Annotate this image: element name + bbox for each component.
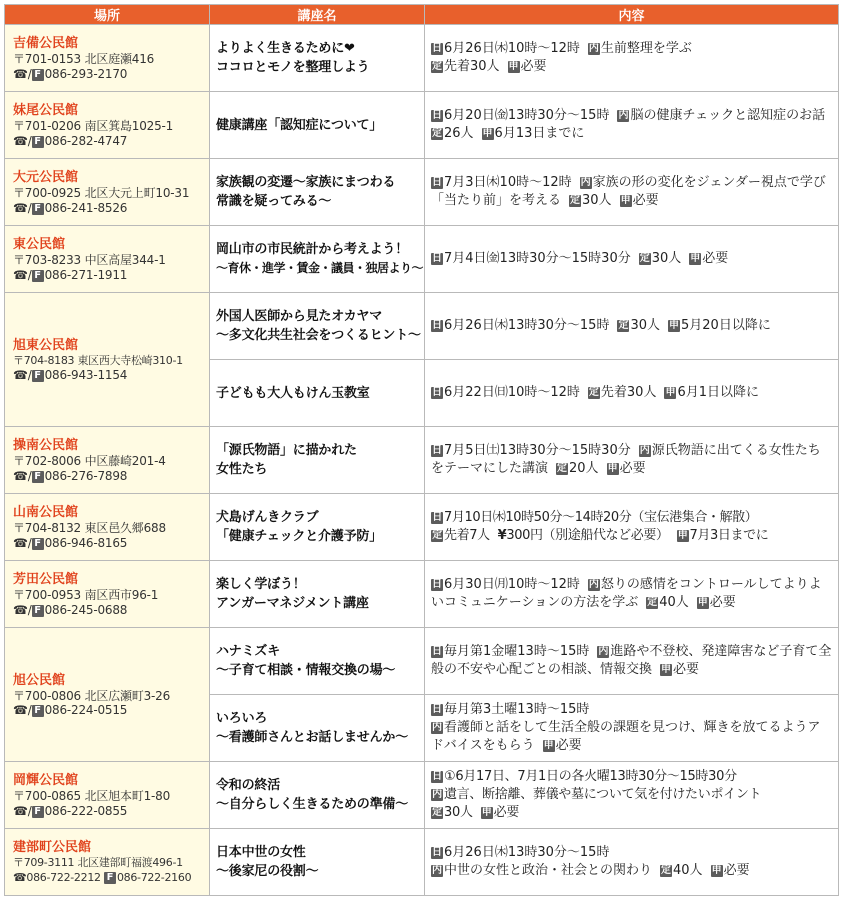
- venue-address: 〒701-0206 南区箕島1025-1: [13, 119, 174, 133]
- content-cell: [425, 494, 839, 561]
- venue-phone-line: ☎/ F 086-946-8165: [13, 535, 128, 550]
- table-row: [5, 762, 839, 829]
- content-tag-icon: 内: [588, 43, 599, 54]
- venue-cell: [5, 226, 210, 293]
- event-date: 6月26日㈭13時30分～15時: [444, 318, 610, 333]
- venue-cell: [5, 25, 210, 92]
- event-date: 7月4日㈮13時30分～15時30分: [444, 251, 631, 266]
- venue-phone: 086-241-8526: [44, 200, 128, 215]
- date-tag-icon: 日: [432, 253, 442, 264]
- phone-icon: ☎: [13, 602, 28, 617]
- event-date: 6月20日㈮13時30分～15時: [444, 108, 610, 123]
- capacity-tag-icon: 定: [647, 597, 658, 608]
- event-date: 6月22日㈰10時～12時: [444, 385, 580, 400]
- venue-name: 建部町公民館: [13, 840, 92, 855]
- course-title-line: ハナミズキ: [216, 644, 281, 659]
- course-title-line: 常識を疑ってみる～: [216, 194, 332, 209]
- venue-cell: [5, 494, 210, 561]
- course-title-line: いろいろ: [216, 711, 268, 726]
- course-cell: [210, 159, 425, 226]
- venue-cell: [5, 427, 210, 494]
- table-row: [5, 494, 839, 561]
- venue-name: 妹尾公民館: [13, 103, 79, 118]
- course-table: [4, 4, 839, 896]
- capacity-tag-icon: 定: [588, 387, 599, 398]
- venue-name: 旭公民館: [13, 672, 66, 688]
- apply-tag-icon: 申: [690, 253, 701, 264]
- event-content: 遺言、断捨離、葬儀や墓について気を付けたいポイント: [444, 787, 762, 802]
- event-capacity: 30人: [582, 193, 612, 208]
- venue-name: 岡輝公民館: [13, 773, 79, 788]
- table-row: [5, 92, 839, 159]
- phone-icon: ☎: [13, 66, 28, 81]
- venue-cell: [5, 293, 210, 427]
- course-title-line: 日本中世の女性: [216, 845, 306, 860]
- header-content: 内容: [425, 5, 839, 25]
- venue-cell: [5, 92, 210, 159]
- venue-phone-line: ☎/ F 086-222-0855: [13, 803, 128, 818]
- fax-icon: F: [104, 872, 116, 884]
- event-content: 生前整理を学ぶ: [600, 41, 692, 56]
- capacity-tag-icon: 定: [432, 61, 442, 72]
- venue-address: 〒700-0865 北区旭本町1-80: [13, 789, 171, 803]
- course-title-line: 家族観の変遷～家族にまつわる: [216, 175, 396, 190]
- course-title-line: ～子育て相談・情報交換の場～: [216, 663, 396, 678]
- event-date: 6月26日㈭13時30分～15時: [444, 845, 610, 860]
- content-cell: [425, 226, 839, 293]
- apply-tag-icon: 申: [669, 320, 679, 331]
- venue-address: 〒703-8233 中区高屋344-1: [13, 253, 166, 267]
- apply-tag-icon: 申: [481, 807, 492, 818]
- header-row: [5, 5, 839, 25]
- venue-address: 〒700-0953 南区西市96-1: [13, 588, 159, 602]
- event-apply: 必要: [520, 59, 547, 74]
- date-tag-icon: 日: [432, 512, 442, 523]
- event-capacity: 先着30人: [600, 385, 657, 400]
- phone-icon: ☎: [13, 368, 28, 382]
- content-cell: [425, 92, 839, 159]
- apply-tag-icon: 申: [607, 463, 618, 474]
- venue-phone-line: ☎/ F 086-245-0688: [13, 602, 128, 617]
- venue-address: 〒709-3111 北区建部町福渡496-1: [13, 856, 183, 869]
- course-title-line: 犬島げんきクラブ: [216, 510, 319, 525]
- venue-cell: [5, 829, 210, 896]
- event-content: 中世の女性と政治・社会との関わり: [444, 863, 653, 878]
- venue-phone-line: ☎/ F 086-282-4747: [13, 133, 128, 148]
- content-cell: [425, 360, 839, 427]
- apply-tag-icon: 申: [543, 740, 554, 751]
- event-capacity: 26人: [444, 126, 474, 141]
- venue-address: 〒702-8006 中区藤崎201-4: [13, 454, 166, 468]
- course-cell: [210, 92, 425, 159]
- capacity-tag-icon: 定: [432, 530, 442, 541]
- venue-name: 大元公民館: [13, 170, 79, 185]
- course-title-line: 子どもも大人もけん玉教室: [216, 385, 370, 401]
- content-cell: [425, 695, 839, 762]
- phone-icon: ☎: [13, 267, 28, 282]
- event-capacity: 30人: [630, 318, 660, 333]
- venue-name: 東公民館: [13, 237, 66, 252]
- apply-tag-icon: 申: [677, 530, 688, 541]
- course-cell: [210, 695, 425, 762]
- apply-tag-icon: 申: [482, 128, 493, 139]
- event-date: 7月5日㈯13時30分～15時30分: [444, 443, 631, 458]
- date-tag-icon: 日: [432, 320, 442, 331]
- capacity-tag-icon: 定: [618, 320, 629, 331]
- course-title-line: 令和の終活: [216, 778, 281, 793]
- content-cell: [425, 293, 839, 360]
- event-content: 看護師と話をして生活全般の課題を見つけ、輝きを放てるようアドバイスをもらう: [431, 720, 821, 753]
- capacity-tag-icon: 定: [639, 253, 650, 264]
- event-apply: 必要: [555, 738, 582, 753]
- event-capacity: 30人: [444, 805, 473, 820]
- event-date: 6月30日㈪10時～12時: [444, 577, 580, 592]
- course-title-line: 外国人医師から見たオカヤマ: [216, 309, 383, 324]
- event-capacity: 40人: [673, 863, 703, 878]
- fax-icon: F: [32, 69, 44, 81]
- event-capacity: 20人: [569, 461, 599, 476]
- event-capacity: 40人: [659, 595, 689, 610]
- event-capacity: 30人: [651, 251, 682, 266]
- apply-tag-icon: 申: [665, 387, 676, 398]
- course-cell: [210, 25, 425, 92]
- apply-tag-icon: 申: [711, 865, 722, 876]
- event-apply: 必要: [632, 193, 659, 208]
- table-row: [5, 25, 839, 92]
- venue-name: 旭東公民館: [13, 337, 79, 353]
- apply-tag-icon: 申: [661, 664, 672, 675]
- course-cell: [210, 427, 425, 494]
- venue-cell: [5, 159, 210, 226]
- content-cell: [425, 561, 839, 628]
- fax-icon: F: [32, 270, 44, 282]
- course-title-line: ～看護師さんとお話しませんか～: [216, 730, 409, 745]
- course-title-line: アンガーマネジメント講座: [216, 596, 369, 611]
- table-row: [5, 226, 839, 293]
- venue-phone: 086-946-8165: [44, 535, 128, 550]
- event-date: ①6月17日、7月1日の各火曜13時30分～15時30分: [444, 769, 737, 784]
- course-title-line: 女性たち: [216, 462, 268, 477]
- event-capacity: 先着30人: [444, 59, 500, 74]
- event-apply: 7月3日までに: [689, 528, 769, 543]
- venue-phone: 086-222-0855: [44, 803, 128, 818]
- date-tag-icon: 日: [432, 387, 442, 398]
- course-cell: [210, 293, 425, 360]
- course-cell: [210, 561, 425, 628]
- venue-phone-line: ☎/ F 086-224-0515: [13, 703, 128, 717]
- date-tag-icon: 日: [432, 704, 442, 715]
- phone-icon: ☎: [13, 870, 27, 884]
- content-tag-icon: 内: [588, 579, 599, 590]
- venue-cell: [5, 561, 210, 628]
- fax-icon: F: [32, 136, 44, 148]
- apply-tag-icon: 申: [620, 195, 631, 206]
- event-apply: 6月1日以降に: [677, 385, 759, 400]
- venue-phone: 086-224-0515: [44, 703, 128, 717]
- header-venue: 場所: [5, 5, 210, 25]
- fax-icon: F: [32, 806, 44, 818]
- course-title-line: 「源氏物語」に描かれた: [216, 443, 357, 458]
- content-tag-icon: 内: [639, 445, 650, 456]
- venue-name: 吉備公民館: [13, 36, 79, 51]
- venue-cell: [5, 628, 210, 762]
- table-row: [5, 293, 839, 360]
- content-cell: [425, 25, 839, 92]
- date-tag-icon: 日: [432, 177, 442, 188]
- course-title-line: 岡山市の市民統計から考えよう！: [216, 242, 409, 257]
- content-cell: [425, 829, 839, 896]
- capacity-tag-icon: 定: [570, 195, 581, 206]
- capacity-tag-icon: 定: [432, 807, 442, 818]
- venue-phone: 086-293-2170: [44, 66, 128, 81]
- date-tag-icon: 日: [432, 110, 442, 121]
- content-cell: [425, 762, 839, 829]
- venue-address: 〒700-0925 北区大元上町10-31: [13, 186, 190, 200]
- venue-phone-line: [13, 871, 205, 886]
- venue-phone: 086-282-4747: [44, 133, 128, 148]
- phone-icon: ☎: [13, 468, 28, 483]
- event-content: 進路や不登校、発達障害など子育て全般の不安や心配ごとの相談、情報交換: [431, 644, 832, 677]
- date-tag-icon: 日: [432, 646, 442, 657]
- venue-phone: 086-943-1154: [44, 368, 128, 382]
- date-tag-icon: 日: [432, 445, 442, 456]
- course-cell: [210, 829, 425, 896]
- venue-address: 〒701-0153 北区庭瀬416: [13, 52, 155, 66]
- date-tag-icon: 日: [432, 43, 442, 54]
- course-cell: [210, 762, 425, 829]
- venue-phone-line: ☎/ F 086-241-8526: [13, 200, 128, 215]
- course-title-line: ～後家尼の役割～: [216, 864, 319, 879]
- venue-phone-line: ☎/ F 086-271-1911: [13, 267, 128, 282]
- event-date: 6月26日㈭10時～12時: [444, 41, 580, 56]
- phone-icon: ☎: [13, 803, 28, 818]
- venue-name: 操南公民館: [13, 438, 79, 453]
- event-date: 毎月第3土曜13時～15時: [444, 702, 590, 717]
- event-apply: 5月20日以降に: [681, 318, 771, 333]
- event-content: 怒りの感情をコントロールしてよりよいコミュニケーションの方法を学ぶ: [431, 577, 822, 610]
- content-tag-icon: 内: [432, 789, 442, 800]
- event-content: 家族の形の変化をジェンダー視点で学び「当たり前」を考える: [431, 175, 826, 208]
- venue-address: 〒700-0806 北区広瀬町3-26: [13, 688, 171, 703]
- venue-phone: 086-245-0688: [44, 602, 128, 617]
- venue-fax: 086-722-2160: [116, 870, 192, 884]
- capacity-tag-icon: 定: [432, 128, 442, 139]
- fax-icon: F: [32, 538, 44, 550]
- content-cell: [425, 628, 839, 695]
- event-date: 7月10日㈭10時50分～14時20分（宝伝港集合・解散）: [444, 510, 758, 525]
- header-course: 講座名: [210, 5, 425, 25]
- table-row: [5, 561, 839, 628]
- content-cell: [425, 159, 839, 226]
- course-title-line: よりよく生きるために❤: [216, 41, 355, 56]
- venue-phone-line: ☎/ F 086-943-1154: [13, 368, 128, 382]
- course-title-line: 「健康チェックと介護予防」: [216, 529, 383, 544]
- event-apply: 必要: [702, 251, 729, 266]
- fax-icon: F: [32, 370, 44, 382]
- course-cell: [210, 360, 425, 427]
- event-content: 脳の健康チェックと認知症のお話: [630, 108, 826, 123]
- date-tag-icon: 日: [432, 771, 442, 782]
- venue-name: 山南公民館: [13, 505, 79, 520]
- table-row: [5, 159, 839, 226]
- fax-icon: F: [32, 705, 44, 717]
- venue-address: 〒704-8183 東区西大寺松崎310-1: [13, 353, 183, 367]
- date-tag-icon: 日: [432, 847, 442, 858]
- apply-tag-icon: 申: [508, 61, 519, 72]
- table-row: [5, 829, 839, 896]
- venue-phone: 086-722-2212: [26, 870, 101, 884]
- course-title-line: 健康講座「認知症について」: [216, 117, 383, 133]
- apply-tag-icon: 申: [697, 597, 708, 608]
- content-tag-icon: 内: [432, 722, 442, 733]
- event-apply: 必要: [493, 805, 520, 820]
- event-content: 源氏物語に出てくる女性たちをテーマにした講演: [431, 443, 821, 476]
- content-cell: [425, 427, 839, 494]
- capacity-tag-icon: 定: [661, 865, 672, 876]
- fee-icon: ¥: [497, 528, 507, 543]
- course-cell: [210, 628, 425, 695]
- date-tag-icon: 日: [432, 579, 442, 590]
- course-cell: [210, 494, 425, 561]
- fax-icon: F: [32, 203, 44, 215]
- venue-phone-line: ☎/ F 086-276-7898: [13, 468, 128, 483]
- phone-icon: ☎: [13, 535, 28, 550]
- phone-icon: ☎: [13, 703, 28, 717]
- venue-name: 芳田公民館: [13, 572, 79, 587]
- event-fee: 300円（別途船代など必要）: [506, 528, 669, 543]
- course-title-line: ～育休・進学・賃金・議員・独居より～: [216, 261, 424, 275]
- course-title-line: ～多文化共生社会をつくるヒント～: [216, 328, 421, 343]
- fax-icon: F: [32, 605, 44, 617]
- content-tag-icon: 内: [598, 646, 609, 657]
- venue-phone: 086-276-7898: [44, 468, 128, 483]
- table-row: [5, 427, 839, 494]
- event-capacity: 先着7人: [444, 528, 490, 543]
- course-title-line: ココロとモノを整理しよう: [216, 60, 370, 75]
- content-tag-icon: 内: [618, 110, 629, 121]
- venue-address: 〒704-8132 東区邑久郷688: [13, 521, 166, 535]
- table-row: [5, 628, 839, 695]
- content-tag-icon: 内: [580, 177, 591, 188]
- venue-phone: 086-271-1911: [44, 267, 128, 282]
- phone-icon: ☎: [13, 200, 28, 215]
- event-date: 毎月第1金曜13時～15時: [444, 644, 590, 659]
- venue-cell: [5, 762, 210, 829]
- fax-icon: F: [32, 471, 44, 483]
- course-cell: [210, 226, 425, 293]
- event-date: 7月3日㈭10時～12時: [444, 175, 572, 190]
- capacity-tag-icon: 定: [557, 463, 568, 474]
- venue-phone-line: ☎/ F 086-293-2170: [13, 66, 128, 81]
- event-apply: 6月13日までに: [494, 126, 585, 141]
- event-apply: 必要: [619, 461, 646, 476]
- phone-icon: ☎: [13, 133, 28, 148]
- event-apply: 必要: [723, 863, 750, 878]
- course-title-line: ～自分らしく生きるための準備～: [216, 797, 409, 812]
- course-title-line: 楽しく学ぼう！: [216, 577, 306, 592]
- content-tag-icon: 内: [432, 865, 442, 876]
- event-apply: 必要: [673, 662, 700, 677]
- event-apply: 必要: [709, 595, 736, 610]
